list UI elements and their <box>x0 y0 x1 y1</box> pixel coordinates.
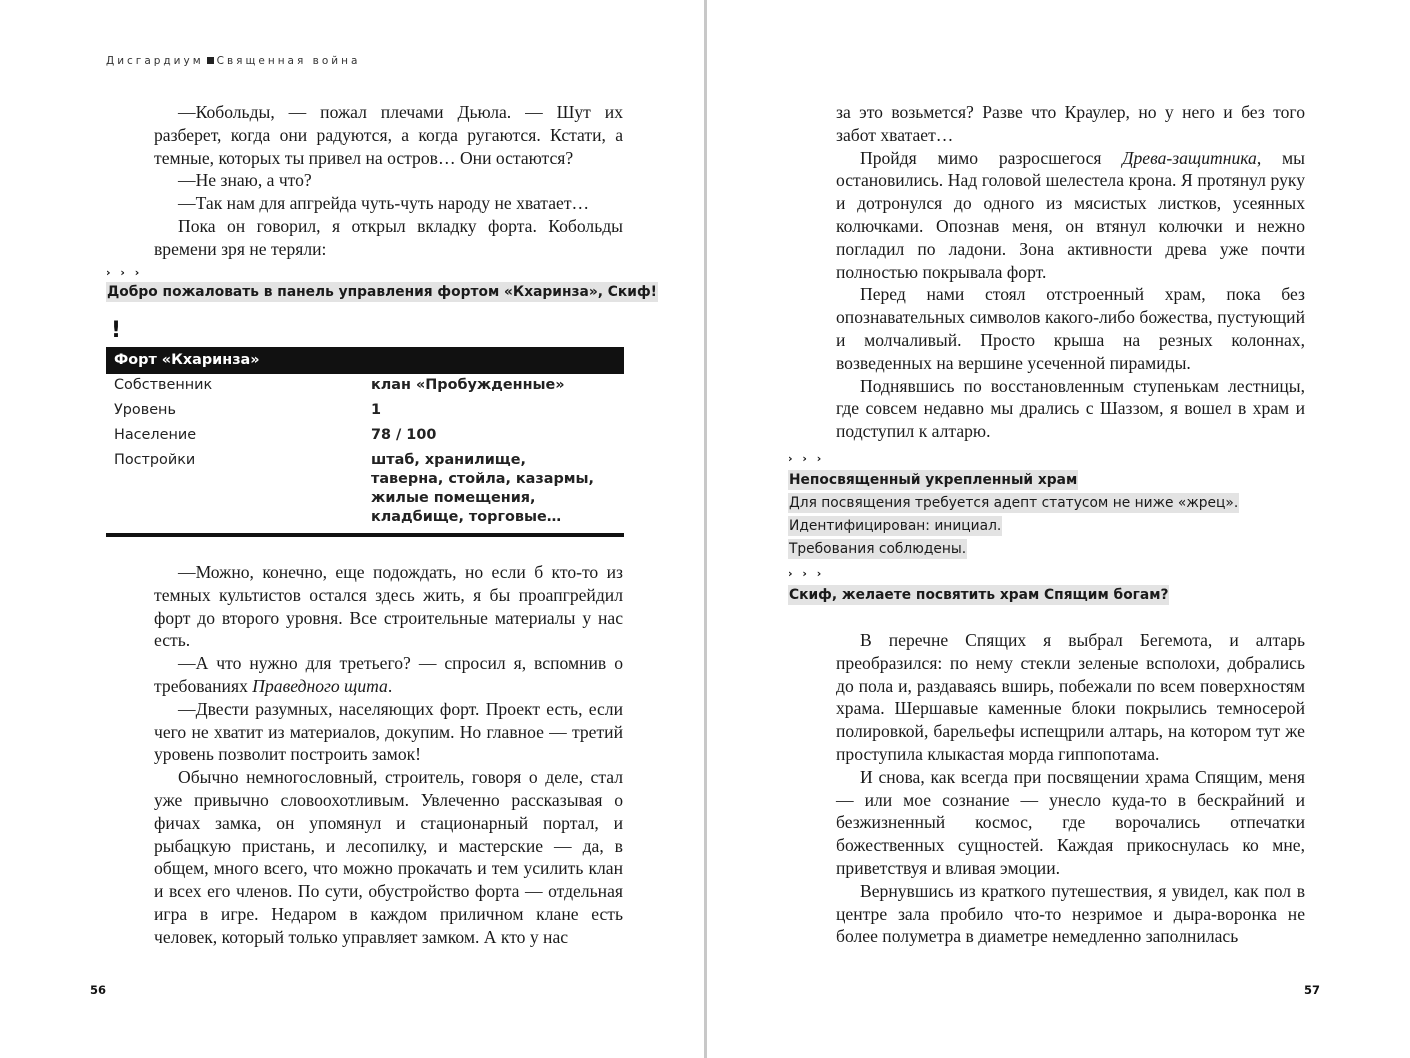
italic-term: Праведного щита <box>252 675 388 696</box>
system-message-line: Идентифицирован: инициал. <box>789 518 1002 534</box>
table-key: Постройки <box>114 452 196 468</box>
system-message-welcome <box>106 266 658 300</box>
page-number: 57 <box>1304 983 1321 997</box>
fort-table <box>106 347 624 537</box>
right-text-bottom <box>836 629 1305 948</box>
paragraph: В перечне Спящих я выбрал Бегемота, и алтарь преобразился: по нему стекли зеленые всполохи, добрались до пола и, раздаваясь вширь, побежали по всем поверхностям храма. Шершавые каменные блоки покрылись темносерой полировкой, барельефы испещрили алтарь, на котором тут же проступила клыкастая морда гиппопотама. <box>836 630 1305 764</box>
paragraph <box>836 147 1305 284</box>
text-run: Пройдя мимо разросшегося <box>860 147 1123 168</box>
table-row <box>106 449 624 531</box>
table-value: 1 <box>371 402 382 418</box>
book-series: Дисгардиум <box>106 55 204 67</box>
system-message-temple <box>788 452 1239 561</box>
text-run: —А что нужно для третьего? — спросил я, вспомнив о требованиях <box>154 653 623 696</box>
book-gutter <box>704 0 707 1058</box>
running-header <box>106 55 360 67</box>
paragraph: —Двести разумных, населяющих форт. Проект есть, если чего не хватит из материалов, докупим. Но главное — третий уровень позволит построить замок! <box>154 698 623 765</box>
paragraph: за это возьмется? Разве что Краулер, но у него и без того забот хватает… <box>836 102 1305 145</box>
book-title: Священная война <box>216 55 361 67</box>
paragraph: Поднявшись по восстановленным ступенькам лестницы, где совсем недавно мы дрались с Шаззом, я вошел в храм и подступил к алтарю. <box>836 375 1305 442</box>
paragraph: —Можно, конечно, еще подождать, но если б кто-то из темных культистов остался здесь жить, я бы проапгрейдил форт до второго уровня. Все строительные материалы у нас есть. <box>154 562 623 651</box>
system-message-text: Скиф, желаете посвятить храм Спящим богам? <box>789 587 1169 603</box>
alert-icon: ! <box>111 318 122 343</box>
italic-term: Древа-защитника <box>1122 147 1257 168</box>
right-text-top <box>836 101 1305 443</box>
fort-table-bottom-rule <box>106 533 624 537</box>
table-key: Собственник <box>114 377 213 393</box>
system-arrows-icon: › › › <box>788 567 825 580</box>
table-value: штаб, хранилище, таверна, стойла, казармы, жилые помещения, кладбище, торговые… <box>371 452 595 525</box>
system-message-text: Добро пожаловать в панель управления фортом «Кхаринза», Скиф! <box>107 284 657 300</box>
paragraph: —Так нам для апгрейда чуть-чуть народу не хватает… <box>178 193 590 214</box>
table-row <box>106 399 624 424</box>
system-arrows-icon: › › › <box>788 452 825 465</box>
system-arrows-icon: › › › <box>106 266 143 279</box>
system-message-consecrate <box>788 567 1169 607</box>
page-number: 56 <box>90 983 107 997</box>
text-run: . <box>387 675 393 696</box>
table-key: Уровень <box>114 402 176 418</box>
paragraph <box>154 652 623 698</box>
text-run: , мы остановились. Над головой шелестела крона. Я протянул руку и дотронулся до одного из мясистых листков, усеянных колючками. Опознав меня, он втянул колючки и нежно погладил по ладони. Зона активности древа уже почти полностью покрывала форт. <box>836 147 1305 282</box>
fort-table-body <box>106 374 624 531</box>
paragraph: Обычно немногословный, строитель, говоря о деле, стал уже привычно словоохотливым. Увлеченно рассказывая о фичах замка, он упомянул и стационарный портал, и рыбацкую пристань, и лесопилку, и мастерские — да, в общем, много всего, что можно прокачать и тем усилить клан и всех его членов. По сути, обустройство форта — отдельная игра в игре. Недаром в каждом приличном клане есть человек, который только управляет замком. А кто у нас <box>154 767 623 947</box>
paragraph: —Не знаю, а что? <box>178 170 312 191</box>
paragraph: Пока он говорил, я открыл вкладку форта. Кобольды времени зря не теряли: <box>154 215 623 259</box>
paragraph: И снова, как всегда при посвящении храма Спящим, меня — или мое сознание — унесло куда-то в бескрайний и безжизненный космос, где ворочались отпечатки божественных сущностей. Каждая прикоснулась ко мне, приветствуя и вливая эмоции. <box>836 766 1305 878</box>
paragraph: —Кобольды, — пожал плечами Дьюла. — Шут их разберет, когда они радуются, а когда ругаются. Кстати, а темные, которых ты привел на остров… Они остаются? <box>154 102 623 168</box>
header-square-icon <box>207 57 214 64</box>
fort-table-title: Форт «Кхаринза» <box>106 347 624 374</box>
system-message-line: Требования соблюдены. <box>789 541 967 557</box>
left-text-bottom <box>154 561 623 949</box>
system-message-line: Для посвящения требуется адепт статусом не ниже «жрец». <box>789 495 1239 511</box>
table-value: клан «Пробужденные» <box>371 377 565 393</box>
left-text-top <box>154 101 623 261</box>
paragraph: Перед нами стоял отстроенный храм, пока без опознавательных символов какого-либо божества, пустующий и молчаливый. Просто крыша на резных колоннах, возведенных на вершине усеченной пирамиды. <box>836 284 1305 373</box>
table-row <box>106 374 624 399</box>
paragraph: Вернувшись из краткого путешествия, я увидел, как пол в центре зала пробило что-то незримое и дыра-воронка не более полуметра в диаметре немедленно заполнилась <box>836 880 1305 947</box>
table-key: Население <box>114 427 197 443</box>
system-message-title: Непосвященный укрепленный храм <box>789 472 1078 488</box>
table-row <box>106 424 624 449</box>
table-value: 78 / 100 <box>371 427 437 443</box>
